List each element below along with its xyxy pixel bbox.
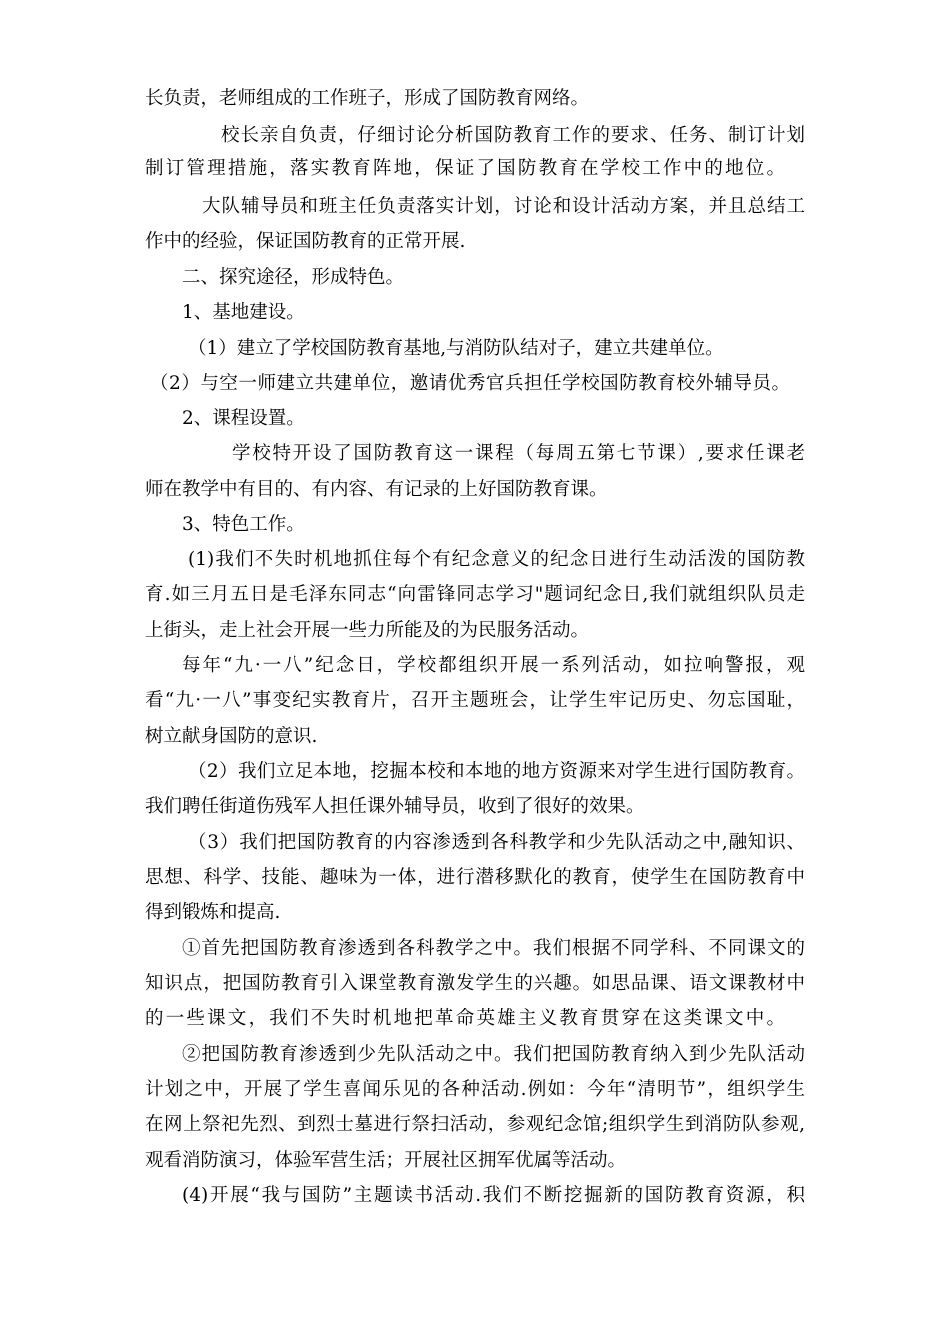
text-line: （1）建立了学校国防教育基地,与消防队结对子，建立共建单位。 [188,338,724,359]
text-line: ①首先把国防教育渗透到各科教学之中。我们根据不同学科、不同课文的 [182,938,805,959]
text-line: （2）我们立足本地，挖掘本校和本地的地方资源来对学生进行国防教育。 [188,761,805,782]
text-line: 校长亲自负责，仔细讨论分析国防教育工作的要求、任务、制订计划 [221,125,805,146]
text-line: 每年“九·一八”纪念日，学校都组织开展一系列活动，如拉响警报，观 [182,655,805,676]
text-line: 的一些课文，我们不失时机地把革命英雄主义教育贯穿在这类课文中。 [145,1008,785,1029]
text-line: 思想、科学、技能、趣味为一体，进行潜移默化的教育，使学生在国防教育中 [145,867,805,888]
text-line: 制订管理措施，落实教育阵地，保证了国防教育在学校工作中的地位。 [145,158,785,179]
text-line: 作中的经验，保证国防教育的正常开展. [145,231,466,252]
text-line: 树立献身国防的意识. [145,726,318,747]
text-line: ②把国防教育渗透到少先队活动之中。我们把国防教育纳入到少先队活动 [182,1044,805,1065]
text-line: 大队辅导员和班主任负责落实计划，讨论和设计活动方案，并且总结工 [202,196,805,217]
text-line: 学校特开设了国防教育这一课程（每周五第七节课）,要求任课老 [232,443,805,464]
text-line: 观看消防演习，体验军营生活；开展社区拥军优属等活动。 [145,1150,627,1171]
subsection-heading: 3、特色工作。 [182,514,305,535]
text-line: 育.如三月五日是毛泽东同志“向雷锋同志学习"题词纪念日,我们就组织队员走 [145,584,805,605]
subsection-heading: 1、基地建设。 [182,302,305,323]
text-line: 在网上祭祀先烈、到烈士墓进行祭扫活动，参观纪念馆;组织学生到消防队参观, [145,1114,805,1135]
text-line: 师在教学中有目的、有内容、有记录的上好国防教育课。 [145,479,608,500]
text-line: 得到锻炼和提高. [145,902,281,923]
text-line: 计划之中，开展了学生喜闻乐见的各种活动.例如：今年“清明节”，组织学生 [145,1079,805,1100]
text-line: 知识点，把国防教育引入课堂教育激发学生的兴趣。如思品课、语文课教材中 [145,973,805,994]
text-line: 看“九·一八”事变纪实教育片，召开主题班会，让学生牢记历史、勿忘国耻， [145,690,805,711]
text-line: 长负责，老师组成的工作班子，形成了国防教育网络。 [145,88,590,109]
subsection-heading: 2、课程设置。 [182,408,305,429]
text-line: （2）与空一师建立共建单位，邀请优秀官兵担任学校国防教育校外辅导员。 [150,373,790,394]
text-line: (1)我们不失时机地抓住每个有纪念意义的纪念日进行生动活泼的国防教 [188,549,805,570]
text-line: (4)开展“我与国防”主题读书活动.我们不断挖掘新的国防教育资源，积 [182,1185,805,1206]
text-line: 上街头，走上社会开展一些力所能及的为民服务活动。 [145,620,590,641]
text-line: （3）我们把国防教育的内容渗透到各科教学和少先队活动之中,融知识、 [188,832,805,853]
text-line: 我们聘任街道伤残军人担任课外辅导员，收到了很好的效果。 [145,796,645,817]
section-heading: 二、探究途径，形成特色。 [182,267,405,288]
